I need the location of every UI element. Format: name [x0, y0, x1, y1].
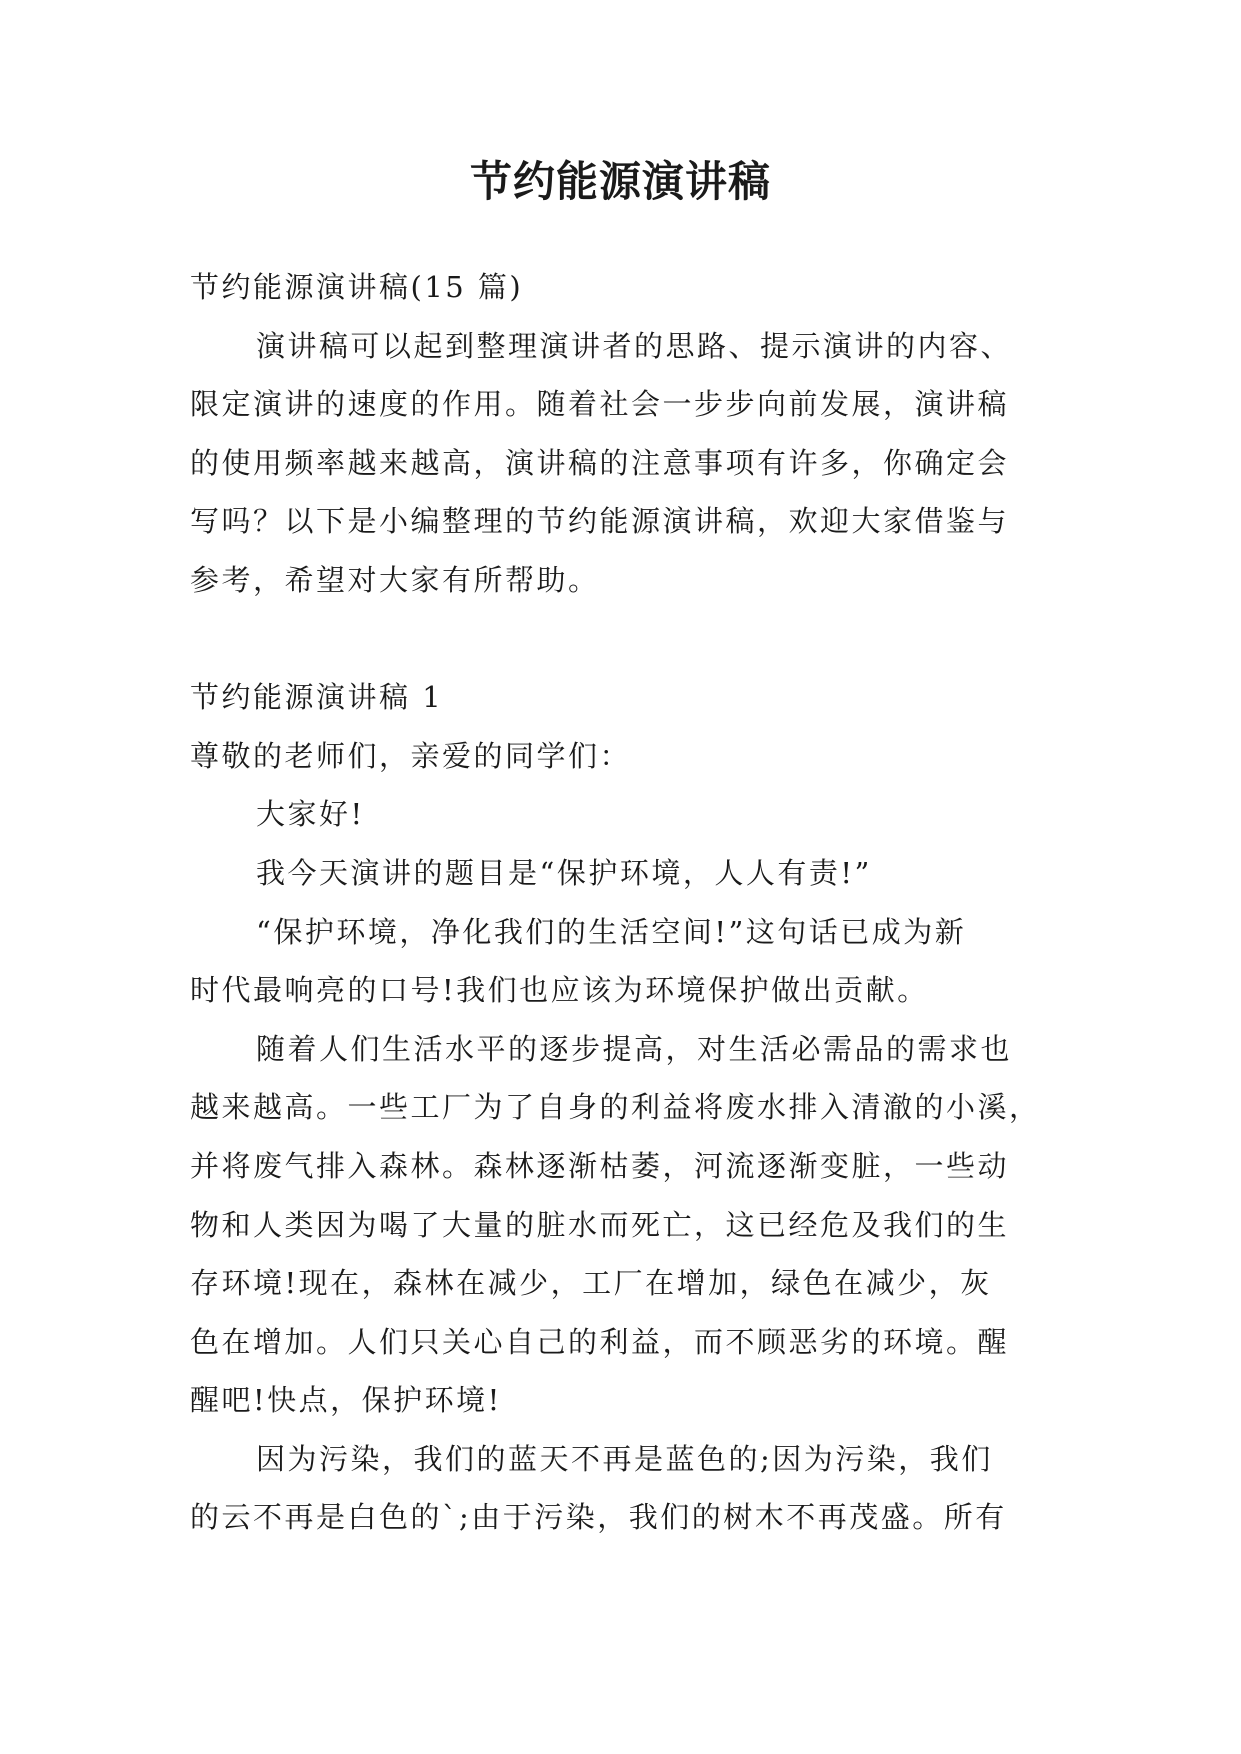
- document-body: [190, 258, 1056, 1547]
- paragraph-line: 因为污染，我们的蓝天不再是蓝色的;因为污染，我们: [256, 1441, 993, 1476]
- speech-paragraph-1: [190, 903, 1056, 1020]
- paragraph-line: 醒吧!快点，保护环境!: [190, 1383, 502, 1418]
- document-title: 节约能源演讲稿: [469, 157, 771, 206]
- paragraph-line: 写吗？以下是小编整理的节约能源演讲稿，欢迎大家借鉴与: [190, 504, 1010, 539]
- topic-line: 我今天演讲的题目是“保护环境，人人有责!”: [256, 855, 872, 890]
- paragraph-line: 限定演讲的速度的作用。随着社会一步步向前发展，演讲稿: [190, 387, 1010, 422]
- document-subtitle: 节约能源演讲稿(15 篇): [190, 270, 524, 304]
- paragraph-line: 并将废气排入森林。森林逐渐枯萎，河流逐渐变脏，一些动: [190, 1148, 1010, 1183]
- paragraph-line: 时代最响亮的口号!我们也应该为环境保护做出贡献。: [190, 973, 929, 1008]
- intro-paragraph: [190, 317, 1056, 610]
- salutation: 尊敬的老师们，亲爱的同学们：: [190, 738, 632, 773]
- paragraph-line: 存环境!现在，森林在减少，工厂在增加，绿色在减少，灰: [190, 1266, 992, 1301]
- paragraph-line: 越来越高。一些工厂为了自身的利益将废水排入清澈的小溪，: [190, 1090, 1041, 1125]
- paragraph-line: 色在增加。人们只关心自己的利益，而不顾恶劣的环境。醒: [190, 1324, 1010, 1359]
- paragraph-line: 物和人类因为喝了大量的脏水而死亡，这已经危及我们的生: [190, 1207, 1010, 1242]
- paragraph-line: 参考，希望对大家有所帮助。: [190, 562, 600, 597]
- paragraph-line: 的云不再是白色的`;由于污染，我们的树木不再茂盛。所有: [190, 1500, 1007, 1535]
- paragraph-line: “保护环境，净化我们的生活空间!”这句话已成为新: [256, 914, 967, 949]
- paragraph-line: 随着人们生活水平的逐步提高，对生活必需品的需求也: [256, 1031, 1013, 1066]
- paragraph-line: 的使用频率越来越高，演讲稿的注意事项有许多，你确定会: [190, 445, 1010, 480]
- speech-paragraph-3: [190, 1430, 1056, 1547]
- greeting: 大家好!: [256, 797, 365, 832]
- speech-paragraph-2: [190, 1020, 1056, 1430]
- section-spacer: [190, 610, 1056, 669]
- paragraph-line: 演讲稿可以起到整理演讲者的思路、提示演讲的内容、: [256, 328, 1013, 363]
- section-heading: 节约能源演讲稿 1: [190, 680, 444, 715]
